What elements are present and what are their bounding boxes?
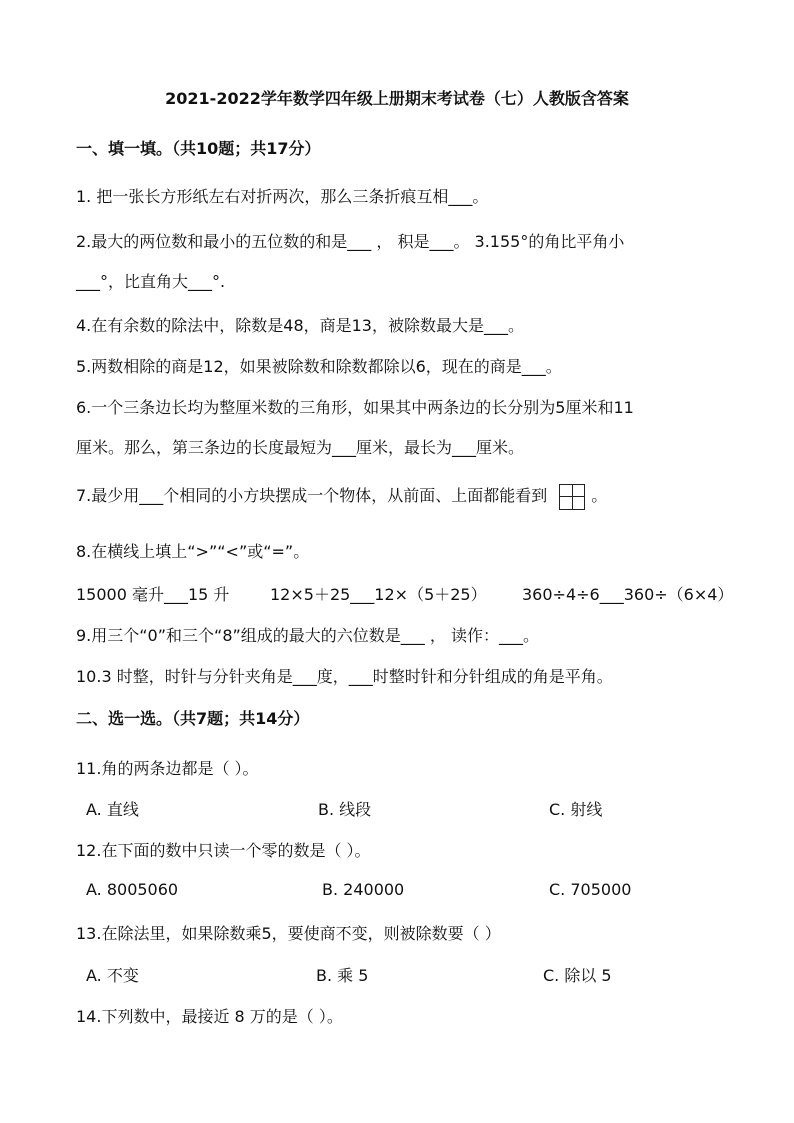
question-5: 5.两数相除的商是12，如果被除数和除数都除以6，现在的商是___。 [76, 357, 562, 376]
question-13: 13.在除法里，如果除数乘5，要使商不变，则被除数要（ ） [76, 924, 501, 943]
question-13-option-b: B. 乘 5 [316, 966, 369, 985]
question-4: 4.在有余数的除法中，除数是48，商是13，被除数最大是___。 [76, 316, 524, 335]
section-heading-choice: 二、选一选。（共7题；共14分） [76, 709, 310, 728]
question-2-continued: ___°，比直角大___°. [76, 272, 226, 291]
question-6-continued: 厘米。那么，第三条边的长度最短为___厘米，最长为___厘米。 [76, 438, 525, 457]
question-12-option-a: A. 8005060 [86, 880, 179, 899]
question-7 [76, 483, 607, 510]
question-7-end: 。 [591, 486, 608, 505]
four-square-grid-icon [559, 484, 585, 510]
question-8: 8.在横线上填上“>”“<”或“=”。 [76, 542, 310, 561]
question-12-option-b: B. 240000 [322, 880, 405, 899]
question-12: 12.在下面的数中只读一个零的数是（ ）。 [76, 841, 371, 860]
question-11-option-b: B. 线段 [318, 800, 372, 819]
question-12-option-c: C. 705000 [549, 880, 632, 899]
question-1: 1. 把一张长方形纸左右对折两次，那么三条折痕互相___。 [76, 187, 489, 206]
question-2: 2.最大的两位数和最小的五位数的和是___ ， 积是___。 3.155°的角比平角小 [76, 232, 625, 251]
question-8-item: 360÷4÷6___360÷（6×4） [522, 585, 734, 604]
section-heading-fill: 一、填一填。（共10题；共17分） [76, 139, 321, 158]
question-7-text: 7.最少用___个相同的小方块摆成一个物体，从前面、上面都能看到 [76, 486, 548, 505]
question-11-option-a: A. 直线 [86, 800, 139, 819]
question-14: 14.下列数中，最接近 8 万的是（ ）。 [76, 1007, 343, 1026]
question-8-item: 15000 毫升___15 升 [76, 585, 230, 604]
page-title: 2021-2022学年数学四年级上册期末考试卷（七）人教版含答案 [165, 89, 629, 108]
question-8-item: 12×5＋25___12×（5＋25） [270, 585, 487, 604]
question-13-option-c: C. 除以 5 [543, 966, 612, 985]
question-13-option-a: A. 不变 [86, 966, 139, 985]
question-9: 9.用三个“0”和三个“8”组成的最大的六位数是___ ， 读作：___。 [76, 626, 539, 645]
question-10: 10.3 时整，时针与分针夹角是___度，___时整时针和分针组成的角是平角。 [76, 667, 613, 686]
question-11: 11.角的两条边都是（ ）。 [76, 759, 259, 778]
question-6: 6.一个三条边长均为整厘米数的三角形，如果其中两条边的长分别为5厘米和11 [76, 398, 634, 417]
question-11-option-c: C. 射线 [549, 800, 603, 819]
